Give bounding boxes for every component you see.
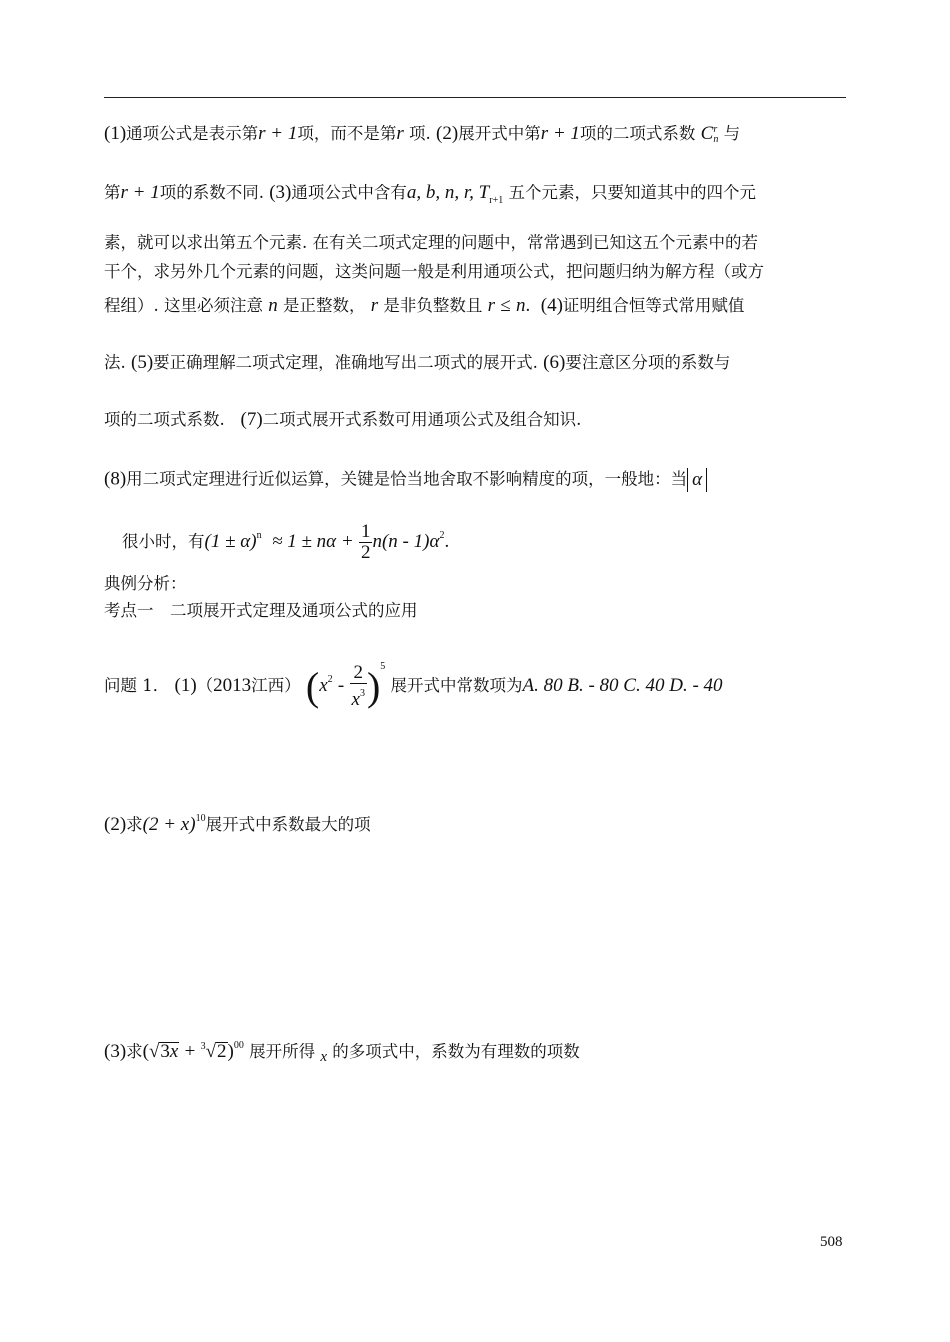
math: .	[525, 295, 531, 316]
math: x	[319, 675, 328, 696]
problem-3	[104, 1035, 580, 1068]
math-superscript: 00	[233, 1040, 244, 1051]
math: (2 + x)	[142, 814, 196, 835]
fraction: $\frac{2}{x^3}$	[351, 662, 365, 710]
text: 通项公式中含有	[291, 183, 407, 202]
text: 展开式中常数项为	[390, 676, 523, 695]
text-line	[104, 409, 581, 431]
text-line	[104, 261, 764, 283]
text: 展开所得	[249, 1042, 316, 1061]
math: -	[337, 675, 345, 696]
problem-label: 问题 1．	[104, 676, 170, 695]
text: 用二项式定理进行近似运算，关键是恰当地舍取不影响精度的项，一般地：当	[126, 469, 688, 489]
text: 展开式中第	[458, 124, 541, 143]
item-number: (2)	[104, 814, 127, 835]
math: n(n - 1)α	[372, 531, 440, 552]
math: 2013	[213, 675, 252, 696]
paren-close: )	[366, 663, 381, 709]
text: 素，就可以求出第五个元素. 在有关二项式定理的问题中，常常遇到已知这五个元素中的若	[104, 233, 758, 252]
math-superscript: 10	[195, 813, 206, 824]
text: 五个元素，只要知道其中的四个元	[508, 183, 756, 202]
text: 干个，求另外几个元素的问题，这类问题一般是利用通项公式，把问题归纳为解方程（或方	[104, 262, 764, 281]
math: r	[370, 295, 379, 316]
text-line	[104, 123, 740, 145]
problem-2	[104, 808, 371, 836]
text: 要注意区分项的系数与	[565, 353, 731, 372]
section-title: 典例分析：	[104, 574, 187, 593]
math-subscript: r+1	[489, 195, 504, 206]
text: 展开式中系数最大的项	[205, 815, 371, 834]
item-number: (7)	[240, 409, 263, 430]
math: n	[268, 295, 278, 316]
math-superscript: 5	[380, 661, 386, 672]
math: (	[142, 1041, 149, 1062]
text: 是正整数，	[283, 296, 366, 315]
header-rule	[104, 97, 846, 98]
text: 项的系数不同.	[159, 183, 264, 202]
item-number: (3)	[269, 182, 292, 203]
math: r + 1	[120, 182, 160, 203]
text: 程组）. 这里必须注意	[104, 296, 263, 315]
text-line	[104, 468, 707, 492]
text-line	[104, 352, 730, 374]
paren-open: (	[305, 663, 320, 709]
text: （	[196, 676, 214, 695]
math: r	[396, 123, 404, 144]
math: r + 1	[258, 123, 298, 144]
math: r + 1	[540, 123, 580, 144]
math-superscript: n	[256, 530, 262, 541]
text-line	[104, 295, 744, 317]
text-line	[104, 232, 758, 254]
problem-1	[104, 656, 723, 710]
text: 二项式展开式系数可用通项公式及组合知识.	[262, 410, 582, 429]
sqrt-sign: √	[205, 1041, 217, 1062]
math-superscript: 2	[439, 530, 445, 541]
math: r	[487, 295, 496, 316]
text: 项的二项式系数.	[104, 410, 225, 429]
text: 与	[723, 124, 741, 143]
page-number: 508	[820, 1234, 843, 1250]
sqrt-arg: 3x	[160, 1041, 179, 1062]
text: 项的二项式系数	[579, 124, 696, 143]
item-number: (3)	[104, 1041, 127, 1062]
topic-heading: 考点一 二项展开式定理及通项公式的应用	[104, 601, 418, 620]
item-number: (4)	[540, 295, 563, 316]
text: 求	[126, 1042, 143, 1061]
text: 第	[104, 183, 121, 202]
text: 项，而不是第	[297, 124, 397, 143]
absolute-value: α	[687, 468, 707, 492]
text: 法.	[104, 353, 126, 372]
math: .	[444, 531, 450, 552]
text: 是非负整数且	[383, 296, 483, 315]
fraction: $\frac{1}{2}$	[360, 521, 371, 563]
binomial-coefficient: C r n	[700, 123, 719, 145]
math: ≤	[500, 295, 511, 316]
math: +	[184, 1041, 196, 1062]
text-line	[104, 182, 756, 212]
formula-line	[122, 522, 449, 563]
math: ≈ 1 ± nα +	[272, 531, 354, 552]
text: 要正确理解二项式定理，准确地写出二项式的展开式.	[153, 353, 538, 372]
math: n	[516, 295, 526, 316]
text: 项.	[409, 124, 431, 143]
item-number: (1)	[104, 123, 127, 144]
math: )	[227, 1041, 234, 1062]
math-superscript: 2	[327, 674, 333, 685]
item-number: (5)	[131, 352, 154, 373]
text: 通项公式是表示第	[126, 124, 259, 143]
math: a, b, n, r, T	[406, 182, 490, 203]
root-index: 3	[200, 1041, 206, 1052]
item-number: (2)	[436, 123, 459, 144]
item-number: (6)	[543, 352, 566, 373]
cbrt-arg: 2	[217, 1041, 227, 1062]
sqrt-sign: √	[148, 1041, 160, 1062]
math: x	[320, 1049, 328, 1065]
math: (1 ± α)	[204, 531, 257, 552]
text: 很小时，有	[122, 532, 205, 551]
answer-options: A. 80 B. - 80 C. 40 D. - 40	[522, 675, 723, 696]
item-number: (1)	[174, 675, 197, 696]
text: 求	[126, 815, 143, 834]
text: 证明组合恒等式常用赋值	[562, 296, 745, 315]
text: 江西）	[251, 676, 301, 695]
item-number: (8)	[104, 468, 127, 490]
text: 的多项式中，系数为有理数的项数	[332, 1042, 580, 1061]
